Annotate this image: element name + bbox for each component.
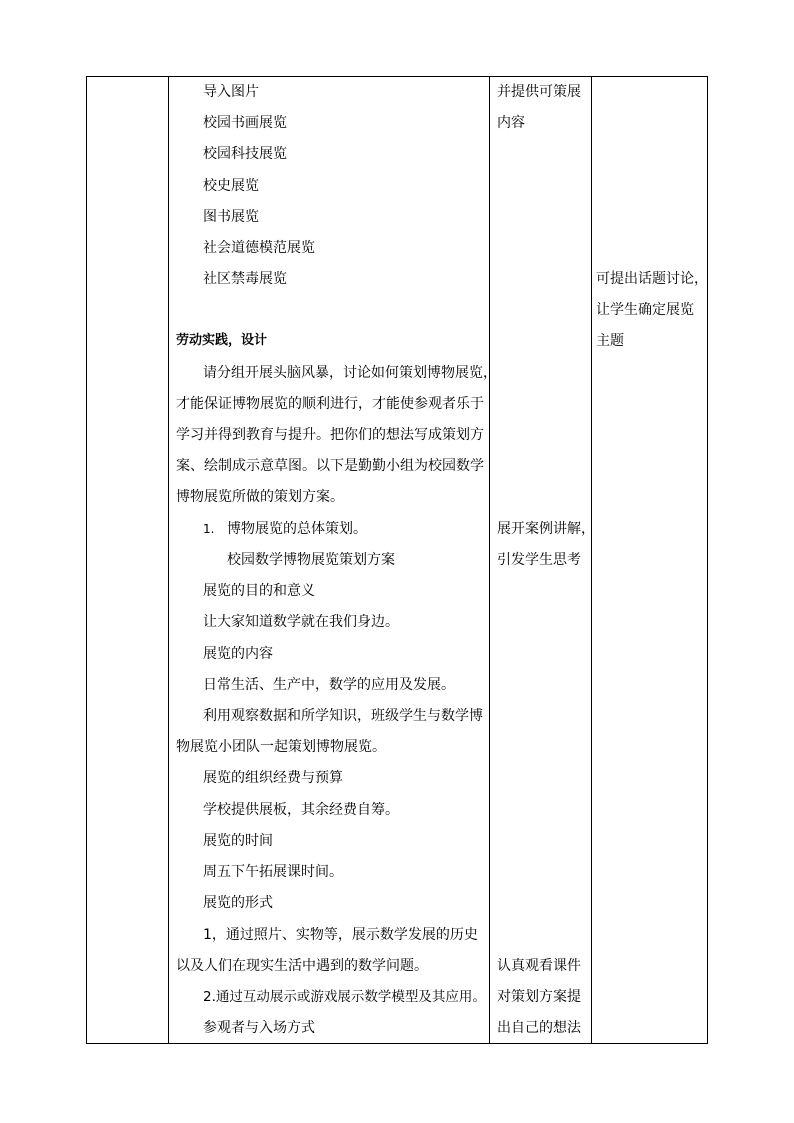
plan-line: 日常生活、生产中，数学的应用及发展。 bbox=[203, 677, 455, 693]
plan-line: 参观者与入场方式 bbox=[203, 1020, 315, 1036]
plan-title: 校园数学博物展览策划方案 bbox=[227, 552, 395, 568]
paragraph-line: 才能保证博物展览的顺利进行，才能使参观者乐于 bbox=[176, 396, 484, 412]
col4-text: 让学生确定展览 bbox=[596, 302, 694, 318]
list-item: 校园科技展览 bbox=[203, 146, 287, 162]
plan-line: 展览的形式 bbox=[203, 895, 273, 911]
plan-line: 展览的内容 bbox=[203, 646, 273, 662]
plan-line: 以及人们在现实生活中遇到的数学问题。 bbox=[176, 958, 428, 974]
list-item: 社会道德模范展览 bbox=[203, 240, 315, 256]
plan-line: 利用观察数据和所学知识，班级学生与数学博 bbox=[203, 708, 483, 724]
column-divider-2 bbox=[489, 76, 490, 1044]
col3-text: 并提供可策展 bbox=[497, 84, 581, 100]
plan-line: 展览的组织经费与预算 bbox=[203, 770, 343, 786]
col3-text: 内容 bbox=[497, 115, 525, 131]
col4-text: 主题 bbox=[596, 333, 624, 349]
col3-text: 出自己的想法 bbox=[497, 1020, 581, 1036]
paragraph-line: 案、绘制成示意草图。以下是勤勤小组为校园数学 bbox=[176, 458, 484, 474]
table-top-border bbox=[86, 76, 708, 77]
list-item: 社区禁毒展览 bbox=[203, 271, 287, 287]
column-divider-1 bbox=[168, 76, 169, 1044]
list-item: 校园书画展览 bbox=[203, 115, 287, 131]
item-text: 博物展览的总体策划。 bbox=[227, 521, 367, 537]
col3-text: 对策划方案提 bbox=[497, 989, 581, 1005]
table-right-border bbox=[707, 76, 708, 1044]
plan-line: 展览的时间 bbox=[203, 833, 273, 849]
plan-line: 2.通过互动展示或游戏展示数学模型及其应用。 bbox=[203, 989, 486, 1005]
paragraph-line: 请分组开展头脑风暴，讨论如何策划博物展览， bbox=[203, 365, 497, 381]
plan-line: 物展览小团队一起策划博物展览。 bbox=[176, 739, 386, 755]
table-left-border bbox=[86, 76, 87, 1044]
plan-line: 展览的目的和意义 bbox=[203, 583, 315, 599]
plan-line: 1，通过照片、实物等，展示数学发展的历史 bbox=[203, 927, 478, 943]
item-number: 1. bbox=[203, 522, 215, 536]
section-heading: 劳动实践，设计 bbox=[176, 333, 268, 348]
list-item: 导入图片 bbox=[203, 84, 259, 100]
table-bottom-border bbox=[86, 1043, 708, 1044]
paragraph-line: 博物展览所做的策划方案。 bbox=[176, 489, 344, 505]
column-divider-3 bbox=[591, 76, 592, 1044]
plan-line: 学校提供展板，其余经费自筹。 bbox=[203, 802, 399, 818]
paragraph-line: 学习并得到教育与提升。把你们的想法写成策划方 bbox=[176, 427, 484, 443]
col3-text: 认真观看课件 bbox=[497, 958, 581, 974]
list-item: 图书展览 bbox=[203, 209, 259, 225]
plan-line: 让大家知道数学就在我们身边。 bbox=[203, 614, 399, 630]
col3-text: 展开案例讲解， bbox=[497, 521, 595, 537]
col3-text: 引发学生思考 bbox=[497, 552, 581, 568]
plan-line: 周五下午拓展课时间。 bbox=[203, 864, 343, 880]
list-item: 校史展览 bbox=[203, 178, 259, 194]
col4-text: 可提出话题讨论， bbox=[596, 271, 708, 287]
